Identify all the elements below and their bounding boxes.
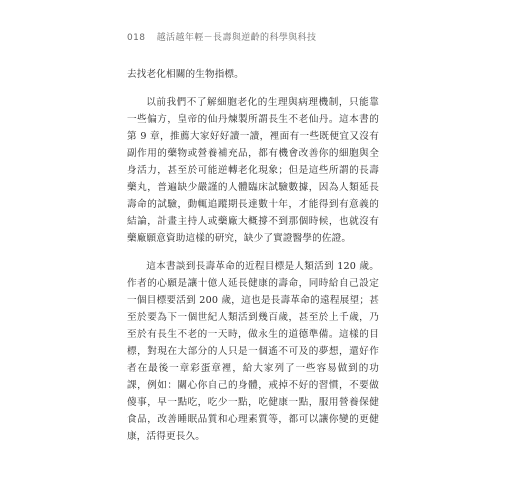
running-header [127, 30, 316, 43]
book-title: 越活越年輕－長壽與逆齡的科學與科技 [156, 33, 317, 43]
paragraph: 這本書談到長壽革命的近程目標是人類活到 120 歲。作者的心願是讓十億人延長健康的壽命，同時給自己設定一個目標要活到 200 歲，這也是長壽革命的遠程展望；甚至於要為下一個世紀人類活到幾百歲，甚至於上千歲，乃至於有長生不老的一天時，做永生的道德準備。這樣的目標，對現在大部分的人只是一個遙不可及的夢想，還好作者在最後一章彩蛋章裡，給大家列了一些容易做到的功課，例如：關心你自己的身體，戒掉不好的習慣，不要做傻事，早一點吃，吃少一點，吃健康一點，服用營養保健食品，改善睡眠品質和心理素質等，都可以讓你變的更健康，活得更長久。 [127, 261, 379, 442]
paragraph-continuation: 去找老化相關的生物指標。 [127, 69, 244, 80]
page-number: 018 [127, 33, 146, 43]
body-text [127, 66, 379, 445]
paragraph: 以前我們不了解細胞老化的生理與病理機制，只能靠一些偏方，皇帝的仙丹煉製所謂長生不老仙丹。這本書的第 9 章，推薦大家好好讀一讀，裡面有一些既便宜又沒有副作用的藥物或營養補充品，都有機會改善你的細胞與全身活力，甚至於可能逆轉老化現象；但是這些所謂的長壽藥丸，普遍缺少嚴謹的人體臨床試驗數據，因為人類延長壽命的試驗，動輒追蹤期長達數十年，才能得到有意義的結論，計畫主持人或藥廠大概撐不到那個時候，也就沒有藥廠願意資助這樣的研究，缺少了實證醫學的佐證。 [127, 97, 379, 244]
